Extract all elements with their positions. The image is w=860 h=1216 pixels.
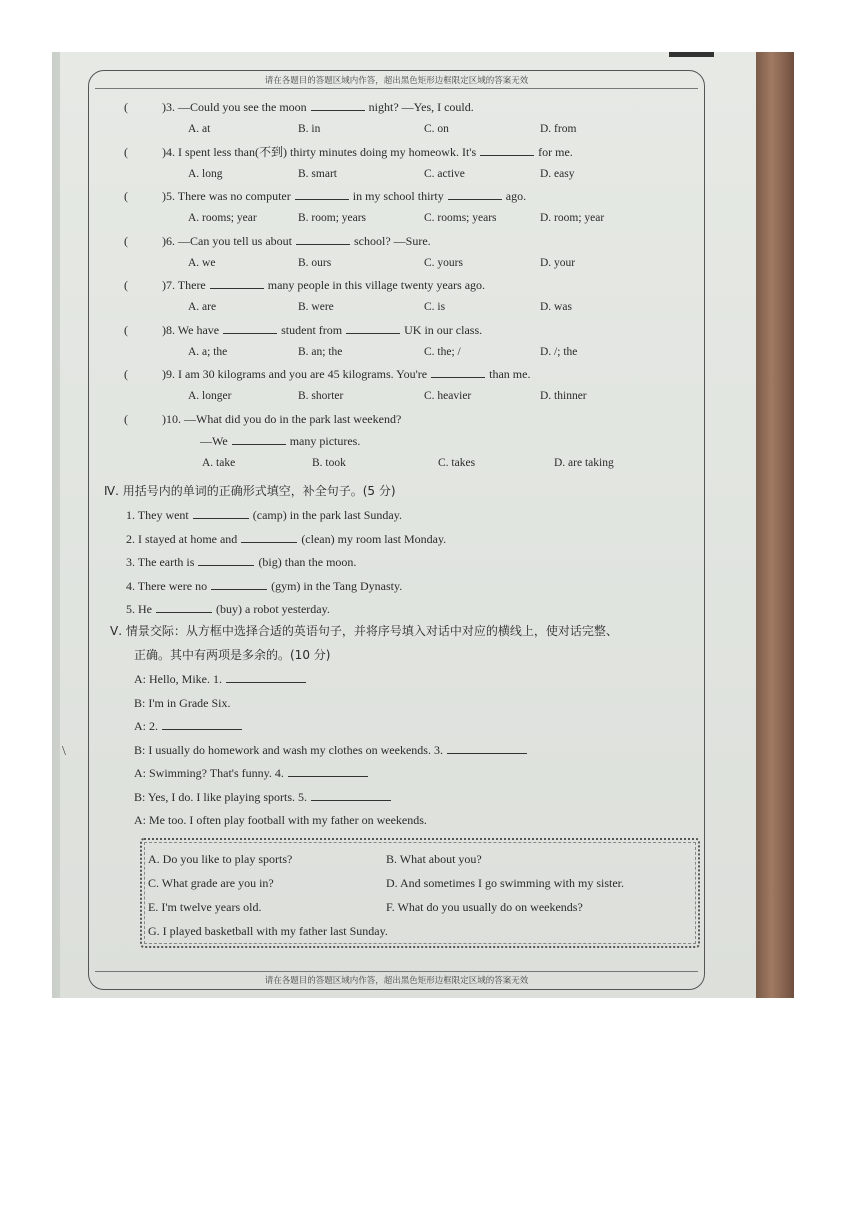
option-c[interactable]: C. active xyxy=(424,167,465,180)
option-b[interactable]: B. in xyxy=(298,123,321,135)
option-a[interactable]: A. we xyxy=(188,256,216,269)
section4-title: Ⅳ. 用括号内的单词的正确形式填空，补全句子。(5 分) xyxy=(104,484,396,498)
question-text: —Could you see the moon xyxy=(178,100,307,114)
answer-paren[interactable]: ( xyxy=(124,189,128,203)
option-d[interactable]: D. your xyxy=(540,256,576,269)
question-number: )7. xyxy=(162,278,178,292)
box-option-b: B. What about you? xyxy=(386,852,482,866)
fill-item xyxy=(126,532,446,546)
answer-paren[interactable]: ( xyxy=(124,278,128,292)
box-option-c: C. What grade are you in? xyxy=(148,876,274,890)
question-number: )4. xyxy=(162,144,178,159)
question-text: There was no computer xyxy=(177,189,291,203)
question-line xyxy=(162,234,431,248)
question-line xyxy=(162,412,401,426)
answer-blank[interactable] xyxy=(241,532,297,543)
answer-paren[interactable]: ( xyxy=(124,367,128,381)
option-b[interactable]: B. ours xyxy=(298,256,332,269)
answer-blank[interactable] xyxy=(296,234,350,245)
box-option-f: F. What do you usually do on weekends? xyxy=(386,900,583,914)
answer-blank[interactable] xyxy=(193,508,249,519)
answer-paren[interactable]: ( xyxy=(124,411,128,426)
option-a[interactable]: A. at xyxy=(188,123,211,135)
answer-paren[interactable]: ( xyxy=(124,233,128,248)
fill-item-text: 4. There were no xyxy=(126,578,208,593)
question-number: )10. xyxy=(162,411,184,426)
question-text: student from xyxy=(281,322,343,337)
option-d[interactable]: D. was xyxy=(540,301,572,313)
question-line xyxy=(162,189,526,203)
question-text: There xyxy=(177,278,206,292)
question-text: for me. xyxy=(538,144,573,159)
answer-blank[interactable] xyxy=(311,100,365,111)
question-text: I am 30 kilograms and you are 45 kilograms. You're xyxy=(178,367,428,381)
dialogue-line xyxy=(134,743,531,757)
pen-mark: \ xyxy=(62,744,66,759)
answer-blank[interactable] xyxy=(480,145,534,156)
question-text: many pictures. xyxy=(289,433,361,448)
option-b[interactable]: B. an; the xyxy=(298,345,343,358)
dialogue-text: A: Me too. I often play football with my father on weekends. xyxy=(134,813,427,827)
box-option-g: G. I played basketball with my father last Sunday. xyxy=(148,924,388,938)
option-d[interactable]: D. easy xyxy=(540,167,575,180)
answer-blank[interactable] xyxy=(223,323,277,334)
dialogue-text: A: Swimming? That's funny. 4. xyxy=(134,766,284,780)
option-c[interactable]: C. on xyxy=(424,123,449,135)
dialogue-line xyxy=(134,790,395,804)
question-text: many people in this village twenty years ago. xyxy=(267,278,486,292)
dialogue-line xyxy=(134,672,310,686)
answer-paren[interactable]: ( xyxy=(124,144,128,159)
dialogue-text: B: I usually do homework and wash my clothes on weekends. 3. xyxy=(134,742,443,757)
option-c[interactable]: C. the; / xyxy=(424,345,461,358)
dialogue-line xyxy=(134,719,246,733)
option-d[interactable]: D. are taking xyxy=(554,456,614,469)
header-note: 请在各题目的答题区域内作答，超出黑色矩形边框限定区域的答案无效 xyxy=(264,76,529,86)
question-line xyxy=(162,323,482,337)
option-c[interactable]: C. yours xyxy=(424,256,463,269)
fill-item-text: (gym) in the Tang Dynasty. xyxy=(271,578,403,593)
dialogue-blank[interactable] xyxy=(311,790,391,801)
option-b[interactable]: B. shorter xyxy=(298,390,344,402)
fill-item-text: 1. They went xyxy=(126,508,189,522)
document-photo xyxy=(52,52,794,998)
option-a[interactable]: A. rooms; year xyxy=(188,212,257,224)
question-text: school? —Sure. xyxy=(354,233,431,248)
answer-paren[interactable]: ( xyxy=(124,322,128,337)
option-c[interactable]: C. rooms; years xyxy=(424,212,497,224)
answer-blank[interactable] xyxy=(346,323,400,334)
option-b[interactable]: B. smart xyxy=(298,167,337,180)
question-line xyxy=(162,145,573,159)
option-d[interactable]: D. /; the xyxy=(540,345,578,358)
dialogue-blank[interactable] xyxy=(162,719,242,730)
option-a[interactable]: A. long xyxy=(188,167,223,180)
section5-title-line1: Ⅴ. 情景交际：从方框中选择合适的英语句子，并将序号填入对话中对应的横线上，使对话完整、 xyxy=(110,624,618,638)
dialogue-blank[interactable] xyxy=(226,672,306,683)
question-text: We have xyxy=(177,322,220,337)
dialogue-line xyxy=(134,813,427,827)
box-option-a: A. Do you like to play sports? xyxy=(148,852,293,866)
dialogue-text: B: Yes, I do. I like playing sports. 5. xyxy=(134,789,308,804)
fill-item-text: (camp) in the park last Sunday. xyxy=(252,508,402,522)
dialogue-blank[interactable] xyxy=(288,766,368,777)
question-text: —Can you tell us about xyxy=(178,233,292,248)
question-text: —We xyxy=(200,433,228,448)
fill-item xyxy=(126,579,402,593)
option-d[interactable]: D. room; year xyxy=(540,212,605,224)
option-a[interactable]: A. longer xyxy=(188,390,232,402)
option-c[interactable]: C. heavier xyxy=(424,390,472,402)
question-line xyxy=(200,434,360,448)
question-line xyxy=(162,278,485,292)
option-a[interactable]: A. take xyxy=(202,456,236,469)
question-number: )8. xyxy=(162,322,178,337)
option-d[interactable]: D. thinner xyxy=(540,390,587,402)
answer-blank[interactable] xyxy=(156,602,212,613)
option-c[interactable]: C. takes xyxy=(438,456,476,469)
option-b[interactable]: B. room; years xyxy=(298,212,367,224)
fill-item-text: 2. I stayed at home and xyxy=(126,531,238,546)
fill-item-text: (buy) a robot yesterday. xyxy=(216,602,330,616)
question-number: )3. xyxy=(162,100,178,114)
box-option-e: E. I'm twelve years old. xyxy=(148,900,262,914)
answer-blank[interactable] xyxy=(211,579,267,590)
answer-blank[interactable] xyxy=(232,434,286,445)
box-option-d: D. And sometimes I go swimming with my sister. xyxy=(386,876,625,890)
answer-blank[interactable] xyxy=(295,189,349,200)
question-number: )5. xyxy=(162,189,178,203)
fill-item xyxy=(126,508,402,522)
option-d[interactable]: D. from xyxy=(540,123,577,135)
question-text: night? —Yes, I could. xyxy=(368,100,474,114)
option-b[interactable]: B. took xyxy=(312,456,346,469)
question-line xyxy=(162,100,474,114)
fill-item-text: 5. He xyxy=(126,602,152,616)
dialogue-line xyxy=(134,766,372,780)
answer-blank[interactable] xyxy=(210,278,264,289)
footer-note: 请在各题目的答题区域内作答，超出黑色矩形边框限定区域的答案无效 xyxy=(264,976,529,986)
dialogue-blank[interactable] xyxy=(447,743,527,754)
dialogue-text: B: I'm in Grade Six. xyxy=(134,695,231,710)
question-text: I spent less than(不到) thirty minutes doing my homeowk. It's xyxy=(178,144,477,159)
clip-tab xyxy=(669,52,714,57)
dialogue-text: A: 2. xyxy=(134,719,158,733)
option-b[interactable]: B. were xyxy=(298,301,334,313)
question-text: in my school thirty xyxy=(352,189,444,203)
answer-blank[interactable] xyxy=(198,555,254,566)
table-edge xyxy=(756,52,794,998)
option-c[interactable]: C. is xyxy=(424,301,446,313)
fill-item xyxy=(126,602,330,616)
question-number: )9. xyxy=(162,367,178,381)
dialogue-line xyxy=(134,696,231,710)
fill-item-text: (big) than the moon. xyxy=(258,555,357,569)
option-a[interactable]: A. a; the xyxy=(188,345,228,358)
answer-paren[interactable]: ( xyxy=(124,100,128,114)
question-text: —What did you do in the park last weekend? xyxy=(184,411,402,426)
answer-blank[interactable] xyxy=(431,367,485,378)
option-a[interactable]: A. are xyxy=(188,301,217,313)
fill-item-text: 3. The earth is xyxy=(126,555,195,569)
question-text: than me. xyxy=(489,367,531,381)
question-line xyxy=(162,367,530,381)
question-text: ago. xyxy=(505,189,527,203)
question-text: UK in our class. xyxy=(404,322,483,337)
fill-item xyxy=(126,555,356,569)
section5-title-line2: 正确。其中有两项是多余的。(10 分) xyxy=(134,648,331,662)
dialogue-text: A: Hello, Mike. 1. xyxy=(134,672,222,686)
fill-item-text: (clean) my room last Monday. xyxy=(301,531,447,546)
question-number: )6. xyxy=(162,233,178,248)
answer-blank[interactable] xyxy=(448,189,502,200)
